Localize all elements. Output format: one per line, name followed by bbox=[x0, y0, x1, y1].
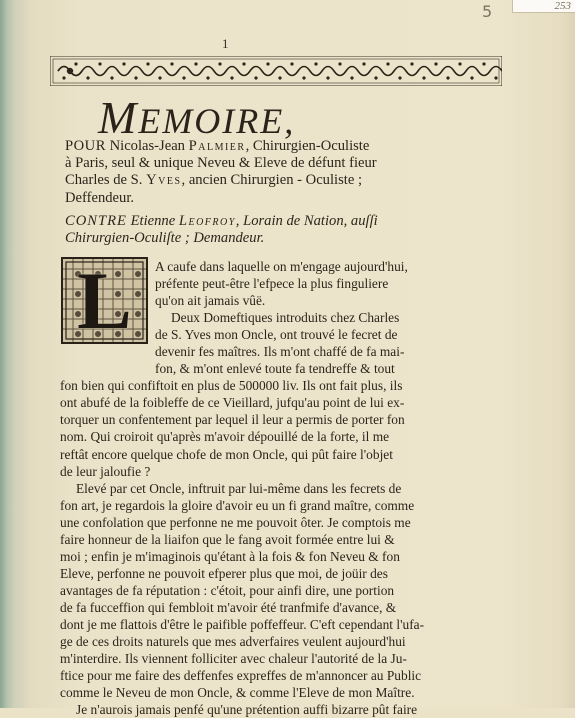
pour-line3-rest: , ancien Chirurgien - Oculiste ; bbox=[181, 172, 362, 189]
body-text bbox=[60, 254, 504, 718]
contre-line2: Chirurgien-Oculiſte ; Demandeur. bbox=[65, 230, 265, 247]
page-binding-shadow bbox=[0, 0, 14, 708]
body-line: fon, & m'ont enlevé toute fa tendreffe & tout bbox=[155, 361, 395, 377]
body-line: fon art, je regardois la gloire d'avoir eu un fi grand maître, comme bbox=[60, 497, 415, 513]
body-line: Deux Domeftiques introduits chez Charles bbox=[171, 310, 400, 326]
pour-line3-start: Charles de S. bbox=[65, 172, 143, 189]
body-line: dont je me flattois d'être le paifible poffeffeur. C'eft cependant l'ufa- bbox=[60, 616, 425, 632]
body-line: ont abufé de la foibleffe de ce Vieillard, jufqu'au point de lui ex- bbox=[60, 395, 405, 411]
body-line: nom. Qui croiroit qu'après m'avoir dépouillé de la forte, il me bbox=[60, 429, 390, 445]
body-line: faire honneur de la liaifon que le fang avoit formée entre lui & bbox=[60, 531, 395, 547]
body-line: avantages de fa réputation : c'étoit, pour ainfi dire, une portion bbox=[60, 582, 395, 598]
body-line: A caufe dans laquelle on m'engage aujourd'hui, bbox=[155, 259, 408, 274]
body-line: Je n'aurois jamais penfé qu'une prétention auffi bizarre pût faire bbox=[76, 702, 418, 718]
body-line: Eleve, perfonne ne pouvoit efperer plus que moi, de joüir des bbox=[60, 565, 388, 581]
contre-firstname: Etienne bbox=[130, 213, 176, 229]
pour-word: POUR bbox=[65, 138, 106, 154]
signature-mark: 1 bbox=[222, 36, 229, 51]
body-line: moi ; enfin je m'imaginois qu'étant à la fois & fon Neveu & fon bbox=[60, 548, 400, 564]
body-line: Elevé par cet Oncle, inftruit par lui-même dans les fecrets de bbox=[76, 480, 402, 496]
corner-mark: 5 bbox=[482, 2, 493, 21]
pour-surname2: Yves bbox=[146, 172, 182, 189]
body-line: devenir fes maîtres. Ils m'ont chaffé de fa mai- bbox=[155, 344, 405, 360]
body-line: fon bien qui confiftoit en plus de 500000 liv. Ils ont fait plus, ils bbox=[60, 378, 403, 394]
ornamental-headpiece bbox=[50, 56, 502, 86]
folio-number: 253 bbox=[554, 0, 571, 12]
pour-paragraph bbox=[65, 138, 505, 207]
pour-line4: Deffendeur. bbox=[65, 189, 135, 206]
body-line: qu'on ait jamais vûë. bbox=[155, 293, 266, 309]
body-line: m'interdire. Ils viennent folliciter avec chaleur l'autorité de la Ju- bbox=[60, 651, 407, 667]
body-line: torquer un confentement par lequel il leur a permis de porter fon bbox=[60, 412, 405, 428]
contre-surname: Leofroy bbox=[178, 213, 236, 229]
drop-cap-letter: L bbox=[77, 254, 132, 346]
body-line: ge de ces droits naturels que mes adverfaires veulent aujourd'hui bbox=[60, 634, 406, 650]
document-title bbox=[98, 91, 498, 144]
contre-paragraph bbox=[65, 213, 505, 247]
body-line: préfente peut-être l'efpece la plus finguliere bbox=[155, 276, 389, 292]
pour-line2: à Paris, seul & unique Neveu & Eleve de défunt fieur bbox=[65, 155, 377, 172]
contre-line1-rest: , Lorain de Nation, auſſi bbox=[235, 213, 378, 229]
body-line: de fa fucceffion qui fembloit m'avoir été tranfmife d'avance, & bbox=[60, 599, 397, 615]
body-line: une confolation que perfonne ne me pouvoit ôter. Je comptois me bbox=[60, 514, 411, 530]
contre-word: CONTRE bbox=[65, 213, 127, 229]
pour-name-start: Nicolas-Jean bbox=[109, 138, 185, 154]
body-line: reftât encore quelque chofe de mon Oncle, qui pût faire l'objet bbox=[60, 446, 393, 462]
pour-surname: Palmier bbox=[188, 138, 246, 154]
title-initial: M bbox=[98, 92, 139, 143]
pour-line1-rest: , Chirurgien-Oculiste bbox=[245, 138, 370, 154]
body-line: de S. Yves mon Oncle, ont trouvé le fecret de bbox=[155, 327, 398, 343]
body-line: de leur jaloufie ? bbox=[60, 463, 151, 479]
title-rest: EMOIRE, bbox=[138, 101, 296, 141]
body-line: comme le Neveu de mon Oncle, & comme l'Eleve de mon Maître. bbox=[60, 685, 415, 701]
body-line: ftice pour me faire des deffenfes expreffes de m'annoncer au Public bbox=[60, 668, 422, 684]
